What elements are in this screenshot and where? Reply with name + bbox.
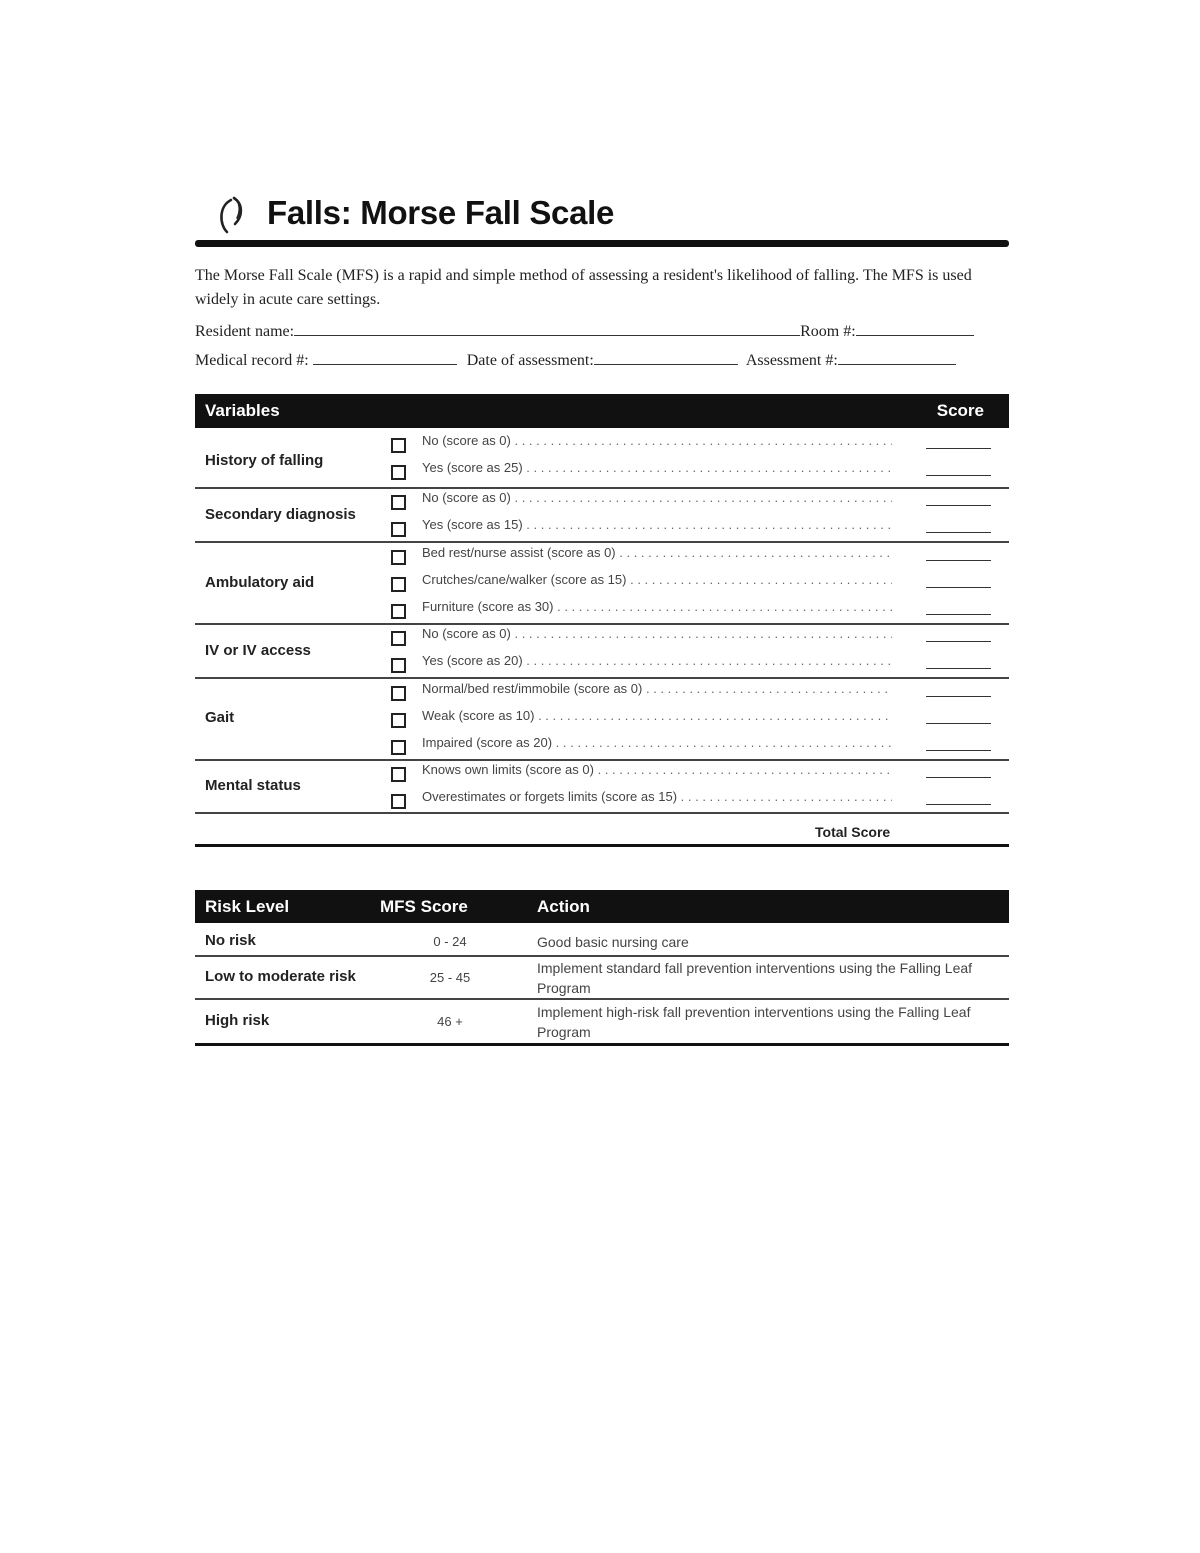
assessment-number-label: Assessment #: <box>745 352 838 369</box>
page-title: Falls: Morse Fall Scale <box>267 194 615 231</box>
score-field[interactable] <box>926 448 991 449</box>
mfs-score-cell: 46 + <box>437 1014 463 1029</box>
option-label: Impaired (score as 20) . . . <box>422 735 892 750</box>
record-row <box>195 350 956 370</box>
resident-row <box>195 321 974 341</box>
variable-group-history-of-falling <box>195 430 1009 489</box>
medical-record-label: Medical record #: <box>195 352 309 369</box>
score-field[interactable] <box>926 587 991 588</box>
score-field[interactable] <box>926 696 991 697</box>
variable-group-gait <box>195 679 1009 761</box>
score-field[interactable] <box>926 723 991 724</box>
option-row <box>391 761 1009 787</box>
option-row <box>391 625 1009 651</box>
checkbox[interactable] <box>391 794 406 809</box>
risk-table-header <box>195 890 1009 923</box>
action-header: Action <box>537 897 590 916</box>
variable-label: History of falling <box>205 452 324 469</box>
option-row <box>391 459 1009 485</box>
option-label: Crutches/cane/walker (score as 15) . . . <box>422 572 892 587</box>
option-label: No (score as 0) . . . <box>422 626 892 641</box>
variable-group-secondary-diagnosis <box>195 489 1009 543</box>
variable-group-ambulatory-aid <box>195 543 1009 625</box>
option-row <box>391 598 1009 624</box>
risk-level-cell: Low to moderate risk <box>205 968 356 985</box>
date-of-assessment-field[interactable] <box>594 350 738 365</box>
checkbox[interactable] <box>391 713 406 728</box>
score-field[interactable] <box>926 614 991 615</box>
title-divider <box>195 240 1009 247</box>
checkbox[interactable] <box>391 465 406 480</box>
option-row <box>391 652 1009 678</box>
score-field[interactable] <box>926 777 991 778</box>
score-field[interactable] <box>926 505 991 506</box>
risk-level-cell: High risk <box>205 1012 270 1029</box>
checkbox[interactable] <box>391 550 406 565</box>
action-cell: Good basic nursing care <box>537 934 689 950</box>
variable-label: Mental status <box>205 777 301 794</box>
total-score-label: Total Score <box>815 824 891 840</box>
mfs-score-cell: 25 - 45 <box>429 970 471 985</box>
option-row <box>391 432 1009 458</box>
option-label: Furniture (score as 30) . . . <box>422 599 892 614</box>
table-row <box>195 1000 1009 1046</box>
title-row <box>195 190 1009 238</box>
action-cell: Implement high-risk fall prevention interventions using the Falling Leaf Program <box>537 1004 971 1040</box>
assessment-number-field[interactable] <box>838 350 956 365</box>
score-field[interactable] <box>926 475 991 476</box>
total-score-row <box>195 814 1009 847</box>
checkbox[interactable] <box>391 740 406 755</box>
score-field[interactable] <box>926 532 991 533</box>
option-label: No (score as 0) . . . <box>422 490 892 505</box>
option-label: Yes (score as 20) . . . <box>422 653 892 668</box>
resident-name-label: Resident name: <box>195 323 295 340</box>
option-label: Overestimates or forgets limits (score as 15) . . . <box>422 789 892 804</box>
room-label: Room #: <box>800 323 856 340</box>
option-label: Knows own limits (score as 0) . . . <box>422 762 892 777</box>
option-label: Normal/bed rest/immobile (score as 0) . . . <box>422 681 892 696</box>
option-row <box>391 544 1009 570</box>
option-label: Bed rest/nurse assist (score as 0) . . . <box>422 545 892 560</box>
variables-header-label: Variables <box>205 401 280 420</box>
checkbox[interactable] <box>391 522 406 537</box>
option-row <box>391 707 1009 733</box>
intro-text: The Morse Fall Scale (MFS) is a rapid and simple method of assessing a resident's likelihood of falling. The MFS is used widely in acute care settings. <box>195 267 972 308</box>
option-label: Weak (score as 10) . . . <box>422 708 892 723</box>
option-row <box>391 734 1009 760</box>
checkbox[interactable] <box>391 658 406 673</box>
variable-label: IV or IV access <box>205 642 311 659</box>
score-field[interactable] <box>926 560 991 561</box>
option-label: Yes (score as 15) . . . <box>422 517 892 532</box>
checkbox[interactable] <box>391 604 406 619</box>
checkbox[interactable] <box>391 686 406 701</box>
action-cell: Implement standard fall prevention interventions using the Falling Leaf Program <box>537 960 973 996</box>
score-field[interactable] <box>926 804 991 805</box>
room-field[interactable] <box>856 321 974 336</box>
option-label: No (score as 0) . . . <box>422 433 892 448</box>
date-of-assessment-label: Date of assessment: <box>466 352 594 369</box>
checkbox[interactable] <box>391 495 406 510</box>
variables-table-header <box>195 394 1009 428</box>
option-row <box>391 489 1009 515</box>
variable-label: Gait <box>205 709 235 726</box>
table-row <box>195 957 1009 1000</box>
falling-leaf-logo-icon <box>215 194 249 236</box>
option-label: Yes (score as 25) . . . <box>422 460 892 475</box>
option-row <box>391 788 1009 814</box>
checkbox[interactable] <box>391 438 406 453</box>
resident-name-field[interactable] <box>294 321 800 336</box>
checkbox[interactable] <box>391 631 406 646</box>
risk-level-header: Risk Level <box>205 897 290 916</box>
option-row <box>391 516 1009 542</box>
option-row <box>391 680 1009 706</box>
medical-record-field[interactable] <box>313 350 457 365</box>
variable-group-mental-status <box>195 761 1009 814</box>
variable-label: Secondary diagnosis <box>205 506 356 523</box>
form-page <box>195 190 1009 1040</box>
mfs-score-cell: 0 - 24 <box>433 934 467 949</box>
variable-group-iv-access <box>195 625 1009 679</box>
score-field[interactable] <box>926 641 991 642</box>
score-field[interactable] <box>926 668 991 669</box>
risk-level-cell: No risk <box>205 932 256 949</box>
variable-label: Ambulatory aid <box>205 574 315 591</box>
score-header-label: Score <box>936 401 984 420</box>
option-row <box>391 571 1009 597</box>
checkbox[interactable] <box>391 577 406 592</box>
score-field[interactable] <box>926 750 991 751</box>
table-row <box>195 925 1009 957</box>
mfs-score-header: MFS Score <box>380 897 468 916</box>
checkbox[interactable] <box>391 767 406 782</box>
